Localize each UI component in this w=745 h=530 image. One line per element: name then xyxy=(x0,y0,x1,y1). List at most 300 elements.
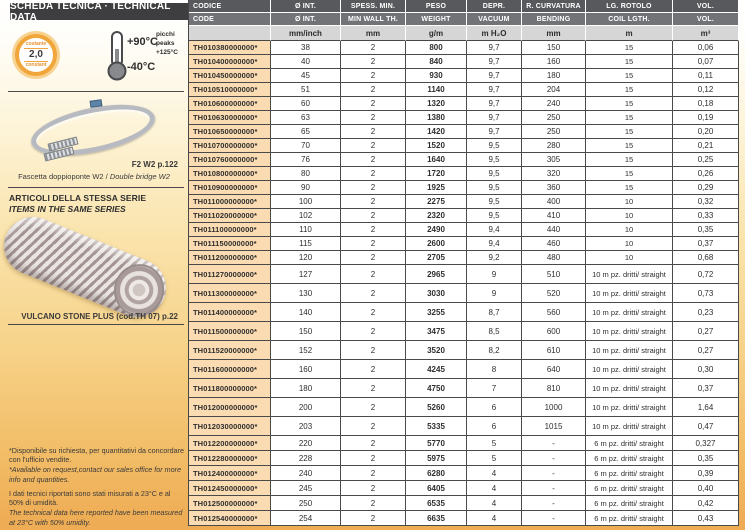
value-cell: 10 m pz. dritti/ straight xyxy=(586,379,673,398)
header-cell-en: BENDING xyxy=(522,13,586,26)
value-cell: 0,47 xyxy=(673,417,739,436)
value-cell: 2 xyxy=(341,511,406,526)
clamp-caption xyxy=(0,172,188,181)
divider xyxy=(8,187,184,188)
header-cell-en: WEIGHT xyxy=(406,13,467,26)
value-cell: 2 xyxy=(341,379,406,398)
value-cell: 100 xyxy=(271,195,341,209)
series-item-link: VULCANO STONE PLUS (cod.TH 07) p.22 xyxy=(21,312,178,321)
value-cell: 9,7 xyxy=(467,97,522,111)
value-cell: 0,32 xyxy=(673,195,739,209)
value-cell: 1140 xyxy=(406,83,467,97)
value-cell: 10 xyxy=(586,237,673,251)
value-cell: 2 xyxy=(341,153,406,167)
header-cell-unit: mm xyxy=(341,26,406,41)
value-cell: 9,5 xyxy=(467,209,522,223)
peaks-it: picchi xyxy=(156,31,175,38)
value-cell: 1000 xyxy=(522,398,586,417)
value-cell: 3475 xyxy=(406,322,467,341)
table-row xyxy=(189,379,739,398)
value-cell: 4 xyxy=(467,511,522,526)
value-cell: 15 xyxy=(586,153,673,167)
value-cell: 3030 xyxy=(406,284,467,303)
temp-peaks-label xyxy=(156,31,178,57)
value-cell: - xyxy=(522,451,586,466)
value-cell: 15 xyxy=(586,55,673,69)
value-cell: 410 xyxy=(522,209,586,223)
table-row xyxy=(189,83,739,97)
value-cell: 2 xyxy=(341,97,406,111)
table-row xyxy=(189,398,739,417)
value-cell: 80 xyxy=(271,167,341,181)
peaks-value: +125°C xyxy=(156,48,178,56)
value-cell: 10 m pz. dritti/ straight xyxy=(586,284,673,303)
header-row-unit xyxy=(189,26,739,41)
value-cell: 90 xyxy=(271,181,341,195)
value-cell: 4 xyxy=(467,481,522,496)
value-cell: 1380 xyxy=(406,111,467,125)
value-cell: 203 xyxy=(271,417,341,436)
value-cell: 610 xyxy=(522,341,586,360)
value-cell: 9,7 xyxy=(467,69,522,83)
value-cell: 2 xyxy=(341,237,406,251)
value-cell: 2275 xyxy=(406,195,467,209)
table-row xyxy=(189,55,739,69)
value-cell: 2965 xyxy=(406,265,467,284)
value-cell: 2705 xyxy=(406,251,467,265)
value-cell: 9,7 xyxy=(467,83,522,97)
value-cell: 10 xyxy=(586,251,673,265)
table-row xyxy=(189,322,739,341)
value-cell: 204 xyxy=(522,83,586,97)
value-cell: 45 xyxy=(271,69,341,83)
value-cell: 1320 xyxy=(406,97,467,111)
value-cell: 2 xyxy=(341,69,406,83)
code-cell: TH011500000000* xyxy=(189,322,271,341)
value-cell: 0,39 xyxy=(673,466,739,481)
value-cell: 9,5 xyxy=(467,195,522,209)
value-cell: 0,12 xyxy=(673,83,739,97)
value-cell: 250 xyxy=(522,125,586,139)
header-cell-unit: m H₂O xyxy=(467,26,522,41)
value-cell: 2 xyxy=(341,284,406,303)
value-cell: 9,2 xyxy=(467,251,522,265)
table-row xyxy=(189,265,739,284)
clamp-caption-en: Double bridge W2 xyxy=(109,172,170,181)
value-cell: 0,37 xyxy=(673,237,739,251)
code-cell: TH011100000000* xyxy=(189,223,271,237)
badge-label-it: costante xyxy=(25,41,47,47)
divider xyxy=(8,91,184,92)
value-cell: 5335 xyxy=(406,417,467,436)
constant-badge-ring xyxy=(15,34,57,76)
table-row xyxy=(189,69,739,83)
value-cell: 520 xyxy=(522,284,586,303)
value-cell: 2 xyxy=(341,41,406,55)
footnotes xyxy=(9,446,185,528)
value-cell: 0,23 xyxy=(673,303,739,322)
value-cell: 180 xyxy=(522,69,586,83)
value-cell: 10 m pz. dritti/ straight xyxy=(586,322,673,341)
value-cell: 6 m pz. dritti/ straight xyxy=(586,466,673,481)
value-cell: 0,07 xyxy=(673,55,739,69)
value-cell: 9,5 xyxy=(467,181,522,195)
value-cell: 5260 xyxy=(406,398,467,417)
value-cell: 840 xyxy=(406,55,467,69)
table-row xyxy=(189,303,739,322)
value-cell: 2 xyxy=(341,251,406,265)
value-cell: 2 xyxy=(341,303,406,322)
table-row xyxy=(189,223,739,237)
table-row xyxy=(189,360,739,379)
value-cell: 4 xyxy=(467,466,522,481)
note-availability-en: *Available on request,contact our sales office for more info and quantities. xyxy=(9,465,182,484)
header-cell-en: VACUUM xyxy=(467,13,522,26)
value-cell: - xyxy=(522,481,586,496)
value-cell: 10 m pz. dritti/ straight xyxy=(586,398,673,417)
badge-value: 2,0 xyxy=(24,48,48,62)
header-cell-it: LG. ROTOLO xyxy=(586,0,673,13)
clamp-caption-sep: / xyxy=(103,172,110,181)
header-cell-en: Ø INT. xyxy=(271,13,341,26)
value-cell: - xyxy=(522,436,586,451)
value-cell: 9,7 xyxy=(467,41,522,55)
value-cell: 2 xyxy=(341,466,406,481)
value-cell: 5770 xyxy=(406,436,467,451)
header-cell-unit xyxy=(189,26,271,41)
value-cell: 2 xyxy=(341,83,406,97)
header-cell-en: COIL LGTH. xyxy=(586,13,673,26)
value-cell: 6 m pz. dritti/ straight xyxy=(586,436,673,451)
value-cell: - xyxy=(522,466,586,481)
value-cell: 10 m pz. dritti/ straight xyxy=(586,303,673,322)
header-row-it xyxy=(189,0,739,13)
code-cell: TH011400000000* xyxy=(189,303,271,322)
value-cell: 2 xyxy=(341,360,406,379)
value-cell: 10 xyxy=(586,209,673,223)
code-cell: TH010380000000* xyxy=(189,41,271,55)
note-measurement-en: The technical data here reported have been measured at 23°C with 50% umidity. xyxy=(9,508,183,527)
header-cell-it: R. CURVATURA xyxy=(522,0,586,13)
note-availability-it: *Disponibile su richiesta, per quantitativi da concordare con l'ufficio vendite. xyxy=(9,446,184,465)
table-row xyxy=(189,496,739,511)
value-cell: 9,7 xyxy=(467,55,522,69)
value-cell: 8 xyxy=(467,360,522,379)
value-cell: 2 xyxy=(341,436,406,451)
value-cell: 0,25 xyxy=(673,153,739,167)
value-cell: 5975 xyxy=(406,451,467,466)
code-cell: TH010630000000* xyxy=(189,111,271,125)
table-row xyxy=(189,466,739,481)
value-cell: 76 xyxy=(271,153,341,167)
value-cell: 15 xyxy=(586,111,673,125)
value-cell: 15 xyxy=(586,41,673,55)
header-cell-it: CODICE xyxy=(189,0,271,13)
value-cell: 0,20 xyxy=(673,125,739,139)
value-cell: 200 xyxy=(271,398,341,417)
header-cell-unit: mm xyxy=(522,26,586,41)
value-cell: 800 xyxy=(406,41,467,55)
value-cell: 140 xyxy=(271,303,341,322)
value-cell: 3520 xyxy=(406,341,467,360)
value-cell: 2 xyxy=(341,223,406,237)
value-cell: 10 m pz. dritti/ straight xyxy=(586,265,673,284)
value-cell: 130 xyxy=(271,284,341,303)
series-title-it: ARTICOLI DELLA STESSA SERIE xyxy=(9,193,147,203)
value-cell: 250 xyxy=(271,496,341,511)
table-row xyxy=(189,251,739,265)
value-cell: 0,18 xyxy=(673,97,739,111)
header-cell-it: VOL. xyxy=(673,0,739,13)
divider xyxy=(8,324,184,325)
value-cell: 6 m pz. dritti/ straight xyxy=(586,451,673,466)
header-cell-unit: m³ xyxy=(673,26,739,41)
code-cell: TH010900000000* xyxy=(189,181,271,195)
table-row xyxy=(189,481,739,496)
value-cell: 2 xyxy=(341,181,406,195)
value-cell: 15 xyxy=(586,97,673,111)
value-cell: 3255 xyxy=(406,303,467,322)
value-cell: 0,27 xyxy=(673,341,739,360)
value-cell: 2 xyxy=(341,496,406,511)
value-cell: 150 xyxy=(522,41,586,55)
value-cell: 40 xyxy=(271,55,341,69)
header-cell-it: SPESS. MIN. xyxy=(341,0,406,13)
code-cell: TH012500000000* xyxy=(189,496,271,511)
value-cell: 2 xyxy=(341,167,406,181)
code-cell: TH011800000000* xyxy=(189,379,271,398)
value-cell: 0,43 xyxy=(673,511,739,526)
table-body xyxy=(189,41,739,526)
value-cell: 6 xyxy=(467,398,522,417)
code-cell: TH011300000000* xyxy=(189,284,271,303)
value-cell: 240 xyxy=(522,97,586,111)
code-cell: TH010600000000* xyxy=(189,97,271,111)
code-cell: TH011600000000* xyxy=(189,360,271,379)
header-cell-it: Ø INT. xyxy=(271,0,341,13)
code-cell: TH010760000000* xyxy=(189,153,271,167)
value-cell: 5 xyxy=(467,436,522,451)
value-cell: 110 xyxy=(271,223,341,237)
value-cell: 254 xyxy=(271,511,341,526)
temp-min-label: -40°C xyxy=(127,61,156,73)
code-cell: TH011020000000* xyxy=(189,209,271,223)
value-cell: 0,21 xyxy=(673,139,739,153)
value-cell: 600 xyxy=(522,322,586,341)
value-cell: 2490 xyxy=(406,223,467,237)
value-cell: 63 xyxy=(271,111,341,125)
value-cell: 1720 xyxy=(406,167,467,181)
value-cell: 60 xyxy=(271,97,341,111)
constant-badge xyxy=(12,31,60,79)
note-measurement-it: I dati tecnici riportati sono stati misurati a 23°C e al 50% di umidità. xyxy=(9,488,171,508)
series-title-en: ITEMS IN THE SAME SERIES xyxy=(9,204,126,214)
value-cell: 6 m pz. dritti/ straight xyxy=(586,511,673,526)
table-row xyxy=(189,153,739,167)
value-cell: 250 xyxy=(522,111,586,125)
value-cell: 0,33 xyxy=(673,209,739,223)
table-row xyxy=(189,111,739,125)
value-cell: 6 m pz. dritti/ straight xyxy=(586,481,673,496)
value-cell: 6635 xyxy=(406,511,467,526)
value-cell: - xyxy=(522,496,586,511)
value-cell: 65 xyxy=(271,125,341,139)
value-cell: 0,35 xyxy=(673,451,739,466)
table-row xyxy=(189,451,739,466)
value-cell: 2600 xyxy=(406,237,467,251)
value-cell: 1015 xyxy=(522,417,586,436)
value-cell: 9,4 xyxy=(467,237,522,251)
table-row xyxy=(189,167,739,181)
value-cell: 9 xyxy=(467,265,522,284)
value-cell: 510 xyxy=(522,265,586,284)
value-cell: 10 m pz. dritti/ straight xyxy=(586,360,673,379)
value-cell: 102 xyxy=(271,209,341,223)
value-cell: 1,64 xyxy=(673,398,739,417)
table-row xyxy=(189,436,739,451)
value-cell: 150 xyxy=(271,322,341,341)
code-cell: TH011150000000* xyxy=(189,237,271,251)
table-row xyxy=(189,237,739,251)
value-cell: 2 xyxy=(341,111,406,125)
value-cell: 2 xyxy=(341,417,406,436)
value-cell: 2320 xyxy=(406,209,467,223)
value-cell: 0,73 xyxy=(673,284,739,303)
value-cell: 810 xyxy=(522,379,586,398)
value-cell: 115 xyxy=(271,237,341,251)
header-cell-it: DEPR. xyxy=(467,0,522,13)
code-cell: TH012200000000* xyxy=(189,436,271,451)
value-cell: 15 xyxy=(586,83,673,97)
value-cell: 9,5 xyxy=(467,167,522,181)
value-cell: 15 xyxy=(586,69,673,83)
table-row xyxy=(189,209,739,223)
value-cell: 6 xyxy=(467,417,522,436)
value-cell: 0,35 xyxy=(673,223,739,237)
value-cell: 9,5 xyxy=(467,153,522,167)
sidebar-title: SCHEDA TECNICA · TECHNICAL DATA xyxy=(10,3,188,20)
technical-data-table xyxy=(188,0,739,526)
code-cell: TH012540000000* xyxy=(189,511,271,526)
code-cell: TH010400000000* xyxy=(189,55,271,69)
code-cell: TH010700000000* xyxy=(189,139,271,153)
code-cell: TH010450000000* xyxy=(189,69,271,83)
value-cell: 0,40 xyxy=(673,481,739,496)
value-cell: 1925 xyxy=(406,181,467,195)
value-cell: 0,68 xyxy=(673,251,739,265)
value-cell: 15 xyxy=(586,181,673,195)
code-cell: TH010650000000* xyxy=(189,125,271,139)
header-cell-en: CODE xyxy=(189,13,271,26)
value-cell: 6405 xyxy=(406,481,467,496)
value-cell: 320 xyxy=(522,167,586,181)
code-cell: TH012030000000* xyxy=(189,417,271,436)
table-row xyxy=(189,41,739,55)
value-cell: 9 xyxy=(467,284,522,303)
value-cell: 4750 xyxy=(406,379,467,398)
table-row xyxy=(189,97,739,111)
value-cell: 70 xyxy=(271,139,341,153)
value-cell: 152 xyxy=(271,341,341,360)
value-cell: 0,06 xyxy=(673,41,739,55)
value-cell: 640 xyxy=(522,360,586,379)
value-cell: 127 xyxy=(271,265,341,284)
value-cell: 2 xyxy=(341,265,406,284)
value-cell: 10 xyxy=(586,195,673,209)
code-cell: TH012280000000* xyxy=(189,451,271,466)
value-cell: 1520 xyxy=(406,139,467,153)
value-cell: 1420 xyxy=(406,125,467,139)
value-cell: 305 xyxy=(522,153,586,167)
value-cell: 280 xyxy=(522,139,586,153)
code-cell: TH012450000000* xyxy=(189,481,271,496)
value-cell: 240 xyxy=(271,466,341,481)
code-cell: TH010510000000* xyxy=(189,83,271,97)
code-cell: TH011000000000* xyxy=(189,195,271,209)
table-row xyxy=(189,125,739,139)
clamp-caption-it: Fascetta doppioponte W2 xyxy=(18,172,104,181)
header-cell-en: VOL. xyxy=(673,13,739,26)
value-cell: 9,4 xyxy=(467,223,522,237)
temp-max-label: +90°C xyxy=(127,36,159,48)
value-cell: 6535 xyxy=(406,496,467,511)
value-cell: 9,7 xyxy=(467,111,522,125)
table-head xyxy=(189,0,739,41)
header-cell-en: MIN WALL TH. xyxy=(341,13,406,26)
clamp-product-image xyxy=(28,100,163,162)
value-cell: 9,5 xyxy=(467,139,522,153)
value-cell: 2 xyxy=(341,55,406,69)
header-cell-unit: mm/inch xyxy=(271,26,341,41)
value-cell: 8,2 xyxy=(467,341,522,360)
value-cell: 8,7 xyxy=(467,303,522,322)
value-cell: 560 xyxy=(522,303,586,322)
value-cell: 160 xyxy=(522,55,586,69)
table-row xyxy=(189,139,739,153)
peaks-en: peaks xyxy=(156,39,175,47)
value-cell: 10 m pz. dritti/ straight xyxy=(586,341,673,360)
table-row xyxy=(189,284,739,303)
value-cell: 440 xyxy=(522,223,586,237)
value-cell: 120 xyxy=(271,251,341,265)
value-cell: 15 xyxy=(586,125,673,139)
value-cell: 220 xyxy=(271,436,341,451)
code-cell: TH011270000000* xyxy=(189,265,271,284)
table-row xyxy=(189,341,739,360)
hose-product-image xyxy=(6,220,186,315)
value-cell: 2 xyxy=(341,322,406,341)
value-cell: 2 xyxy=(341,481,406,496)
value-cell: 2 xyxy=(341,139,406,153)
code-cell: TH011520000000* xyxy=(189,341,271,360)
value-cell: 2 xyxy=(341,451,406,466)
value-cell: 0,42 xyxy=(673,496,739,511)
header-cell-unit: m xyxy=(586,26,673,41)
value-cell: 0,30 xyxy=(673,360,739,379)
value-cell: 0,37 xyxy=(673,379,739,398)
value-cell: 4 xyxy=(467,496,522,511)
value-cell: 245 xyxy=(271,481,341,496)
value-cell: 400 xyxy=(522,195,586,209)
value-cell: 228 xyxy=(271,451,341,466)
value-cell: 0,29 xyxy=(673,181,739,195)
clamp-reference: F2 W2 p.122 xyxy=(131,160,178,169)
table-row xyxy=(189,181,739,195)
value-cell: 2 xyxy=(341,209,406,223)
code-cell: TH012400000000* xyxy=(189,466,271,481)
value-cell: 2 xyxy=(341,341,406,360)
value-cell: 460 xyxy=(522,237,586,251)
